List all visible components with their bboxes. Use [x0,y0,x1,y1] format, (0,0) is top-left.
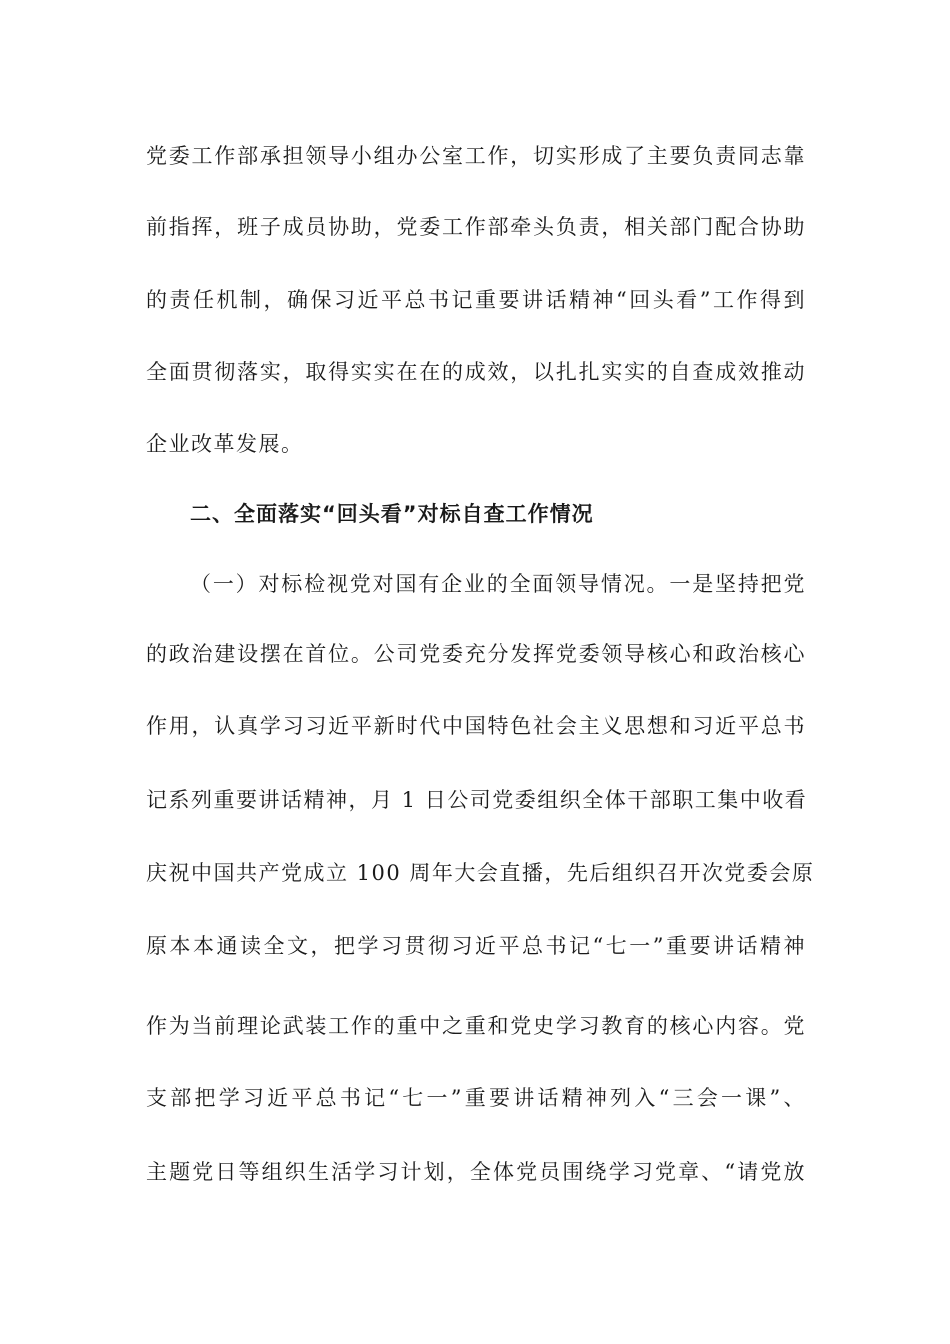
paragraph-line: 的责任机制，确保习近平总书记重要讲话精神“回头看”工作得到 [146,288,806,312]
paragraph-line: 支部把学习近平总书记“七一”重要讲话精神列入“三会一课”、 [146,1086,806,1110]
paragraph-line: 作用，认真学习习近平新时代中国特色社会主义思想和习近平总书 [146,714,806,738]
paragraph-line: 企业改革发展。 [146,432,304,456]
paragraph-line: 作为当前理论武装工作的重中之重和党史学习教育的核心内容。党 [146,1014,806,1038]
paragraph-line: 记系列重要讲话精神，月 1 日公司党委组织全体干部职工集中收看 [146,788,808,812]
paragraph-line: 前指挥，班子成员协助，党委工作部牵头负责，相关部门配合协助 [146,215,806,239]
paragraph-line: 庆祝中国共产党成立 100 周年大会直播，先后组织召开次党委会原 [146,861,815,885]
paragraph-line: 党委工作部承担领导小组办公室工作，切实形成了主要负责同志靠 [146,144,806,168]
paragraph-line: 原本本通读全文，把学习贯彻习近平总书记“七一”重要讲话精神 [146,934,806,958]
paragraph-line: （一）对标检视党对国有企业的全面领导情况。一是坚持把党 [190,572,806,596]
paragraph-line: 的政治建设摆在首位。公司党委充分发挥党委领导核心和政治核心 [146,642,806,666]
paragraph-line: 全面贯彻落实，取得实实在在的成效，以扎扎实实的自查成效推动 [146,360,806,384]
section-heading: 二、全面落实“回头看”对标自查工作情况 [190,502,594,526]
paragraph-line: 主题党日等组织生活学习计划，全体党员围绕学习党章、“请党放 [146,1160,806,1184]
